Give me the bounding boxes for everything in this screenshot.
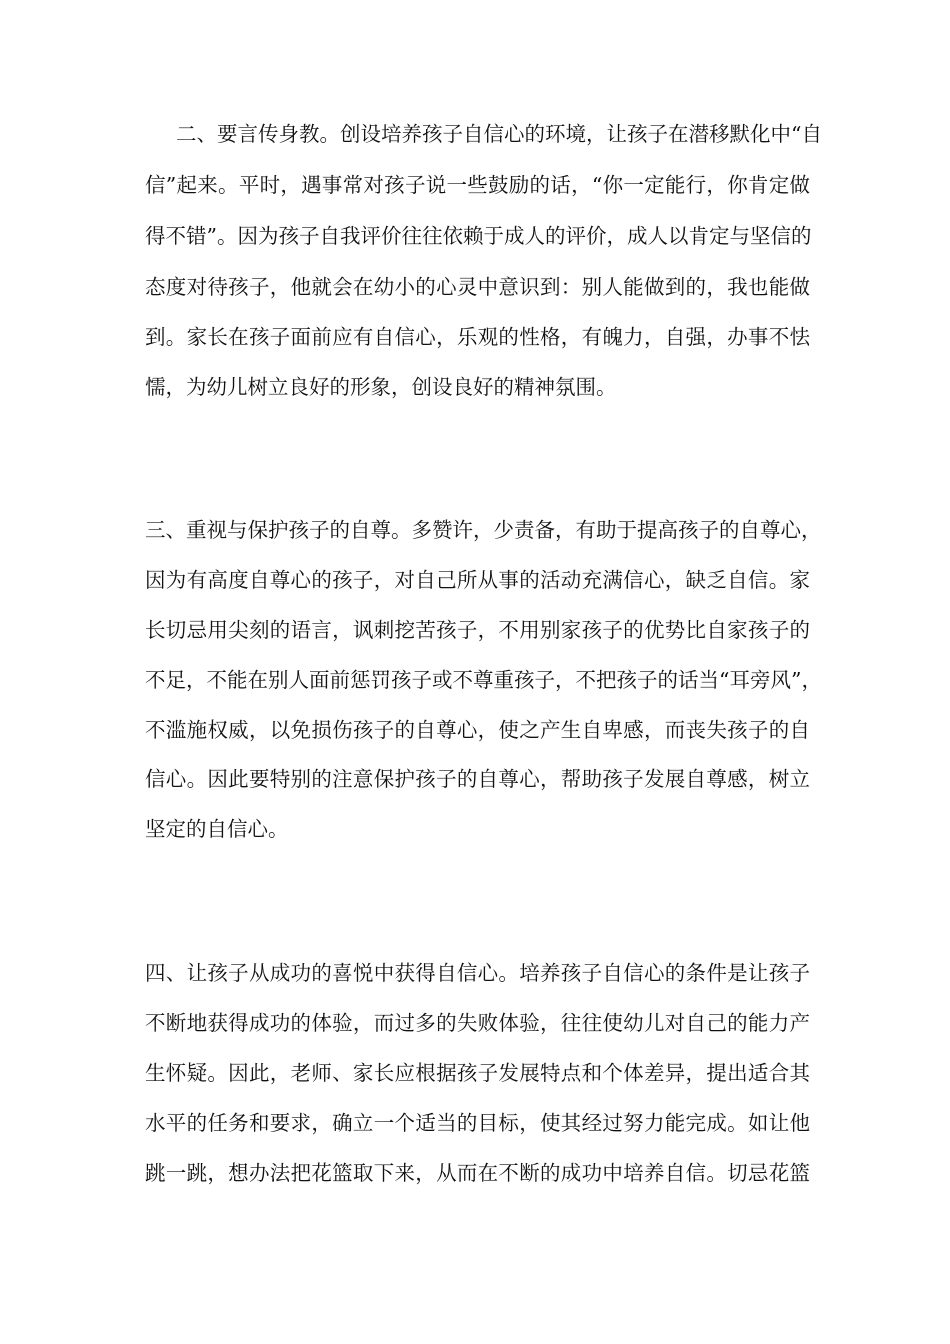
text-line: 信”起来。平时，遇事常对孩子说一些鼓励的话，“你一定能行，你肯定做 xyxy=(145,173,810,197)
text-line: 不足，不能在别人面前惩罚孩子或不尊重孩子，不把孩子的话当“耳旁风”， xyxy=(145,668,822,692)
text-line: 得不错”。因为孩子自我评价往往依赖于成人的评价，成人以肯定与坚信的 xyxy=(145,224,812,248)
text-line: 信心。因此要特别的注意保护孩子的自尊心，帮助孩子发展自尊感，树立 xyxy=(145,767,810,791)
text-line: 四、让孩子从成功的喜悦中获得自信心。培养孩子自信心的条件是让孩子 xyxy=(145,961,810,985)
text-line: 因为有高度自尊心的孩子，对自己所从事的活动充满信心，缺乏自信。家 xyxy=(145,568,810,592)
text-line: 二、要言传身教。创设培养孩子自信心的环境，让孩子在潜移默化中“自 xyxy=(176,122,822,146)
text-line: 懦，为幼儿树立良好的形象，创设良好的精神氛围。 xyxy=(145,375,617,399)
text-line: 水平的任务和要求，确立一个适当的目标，使其经过努力能完成。如让他 xyxy=(145,1111,810,1135)
text-line: 态度对待孩子，他就会在幼小的心灵中意识到：别人能做到的，我也能做 xyxy=(145,275,810,299)
text-line: 长切忌用尖刻的语言，讽刺挖苦孩子，不用别家孩子的优势比自家孩子的 xyxy=(145,618,810,642)
text-line: 坚定的自信心。 xyxy=(145,817,289,841)
text-line: 三、重视与保护孩子的自尊。多赞许，少责备，有助于提高孩子的自尊心， xyxy=(145,518,822,542)
text-line: 不滥施权威，以免损伤孩子的自尊心，使之产生自卑感，而丧失孩子的自 xyxy=(145,718,810,742)
text-line: 生怀疑。因此，老师、家长应根据孩子发展特点和个体差异，提出适合其 xyxy=(145,1061,810,1085)
text-line: 跳一跳，想办法把花篮取下来，从而在不断的成功中培养自信。切忌花篮 xyxy=(145,1161,810,1185)
text-line: 不断地获得成功的体验，而过多的失败体验，往往使幼儿对自己的能力产 xyxy=(145,1011,810,1035)
text-line: 到。家长在孩子面前应有自信心，乐观的性格，有魄力，自强，办事不怯 xyxy=(145,325,810,349)
